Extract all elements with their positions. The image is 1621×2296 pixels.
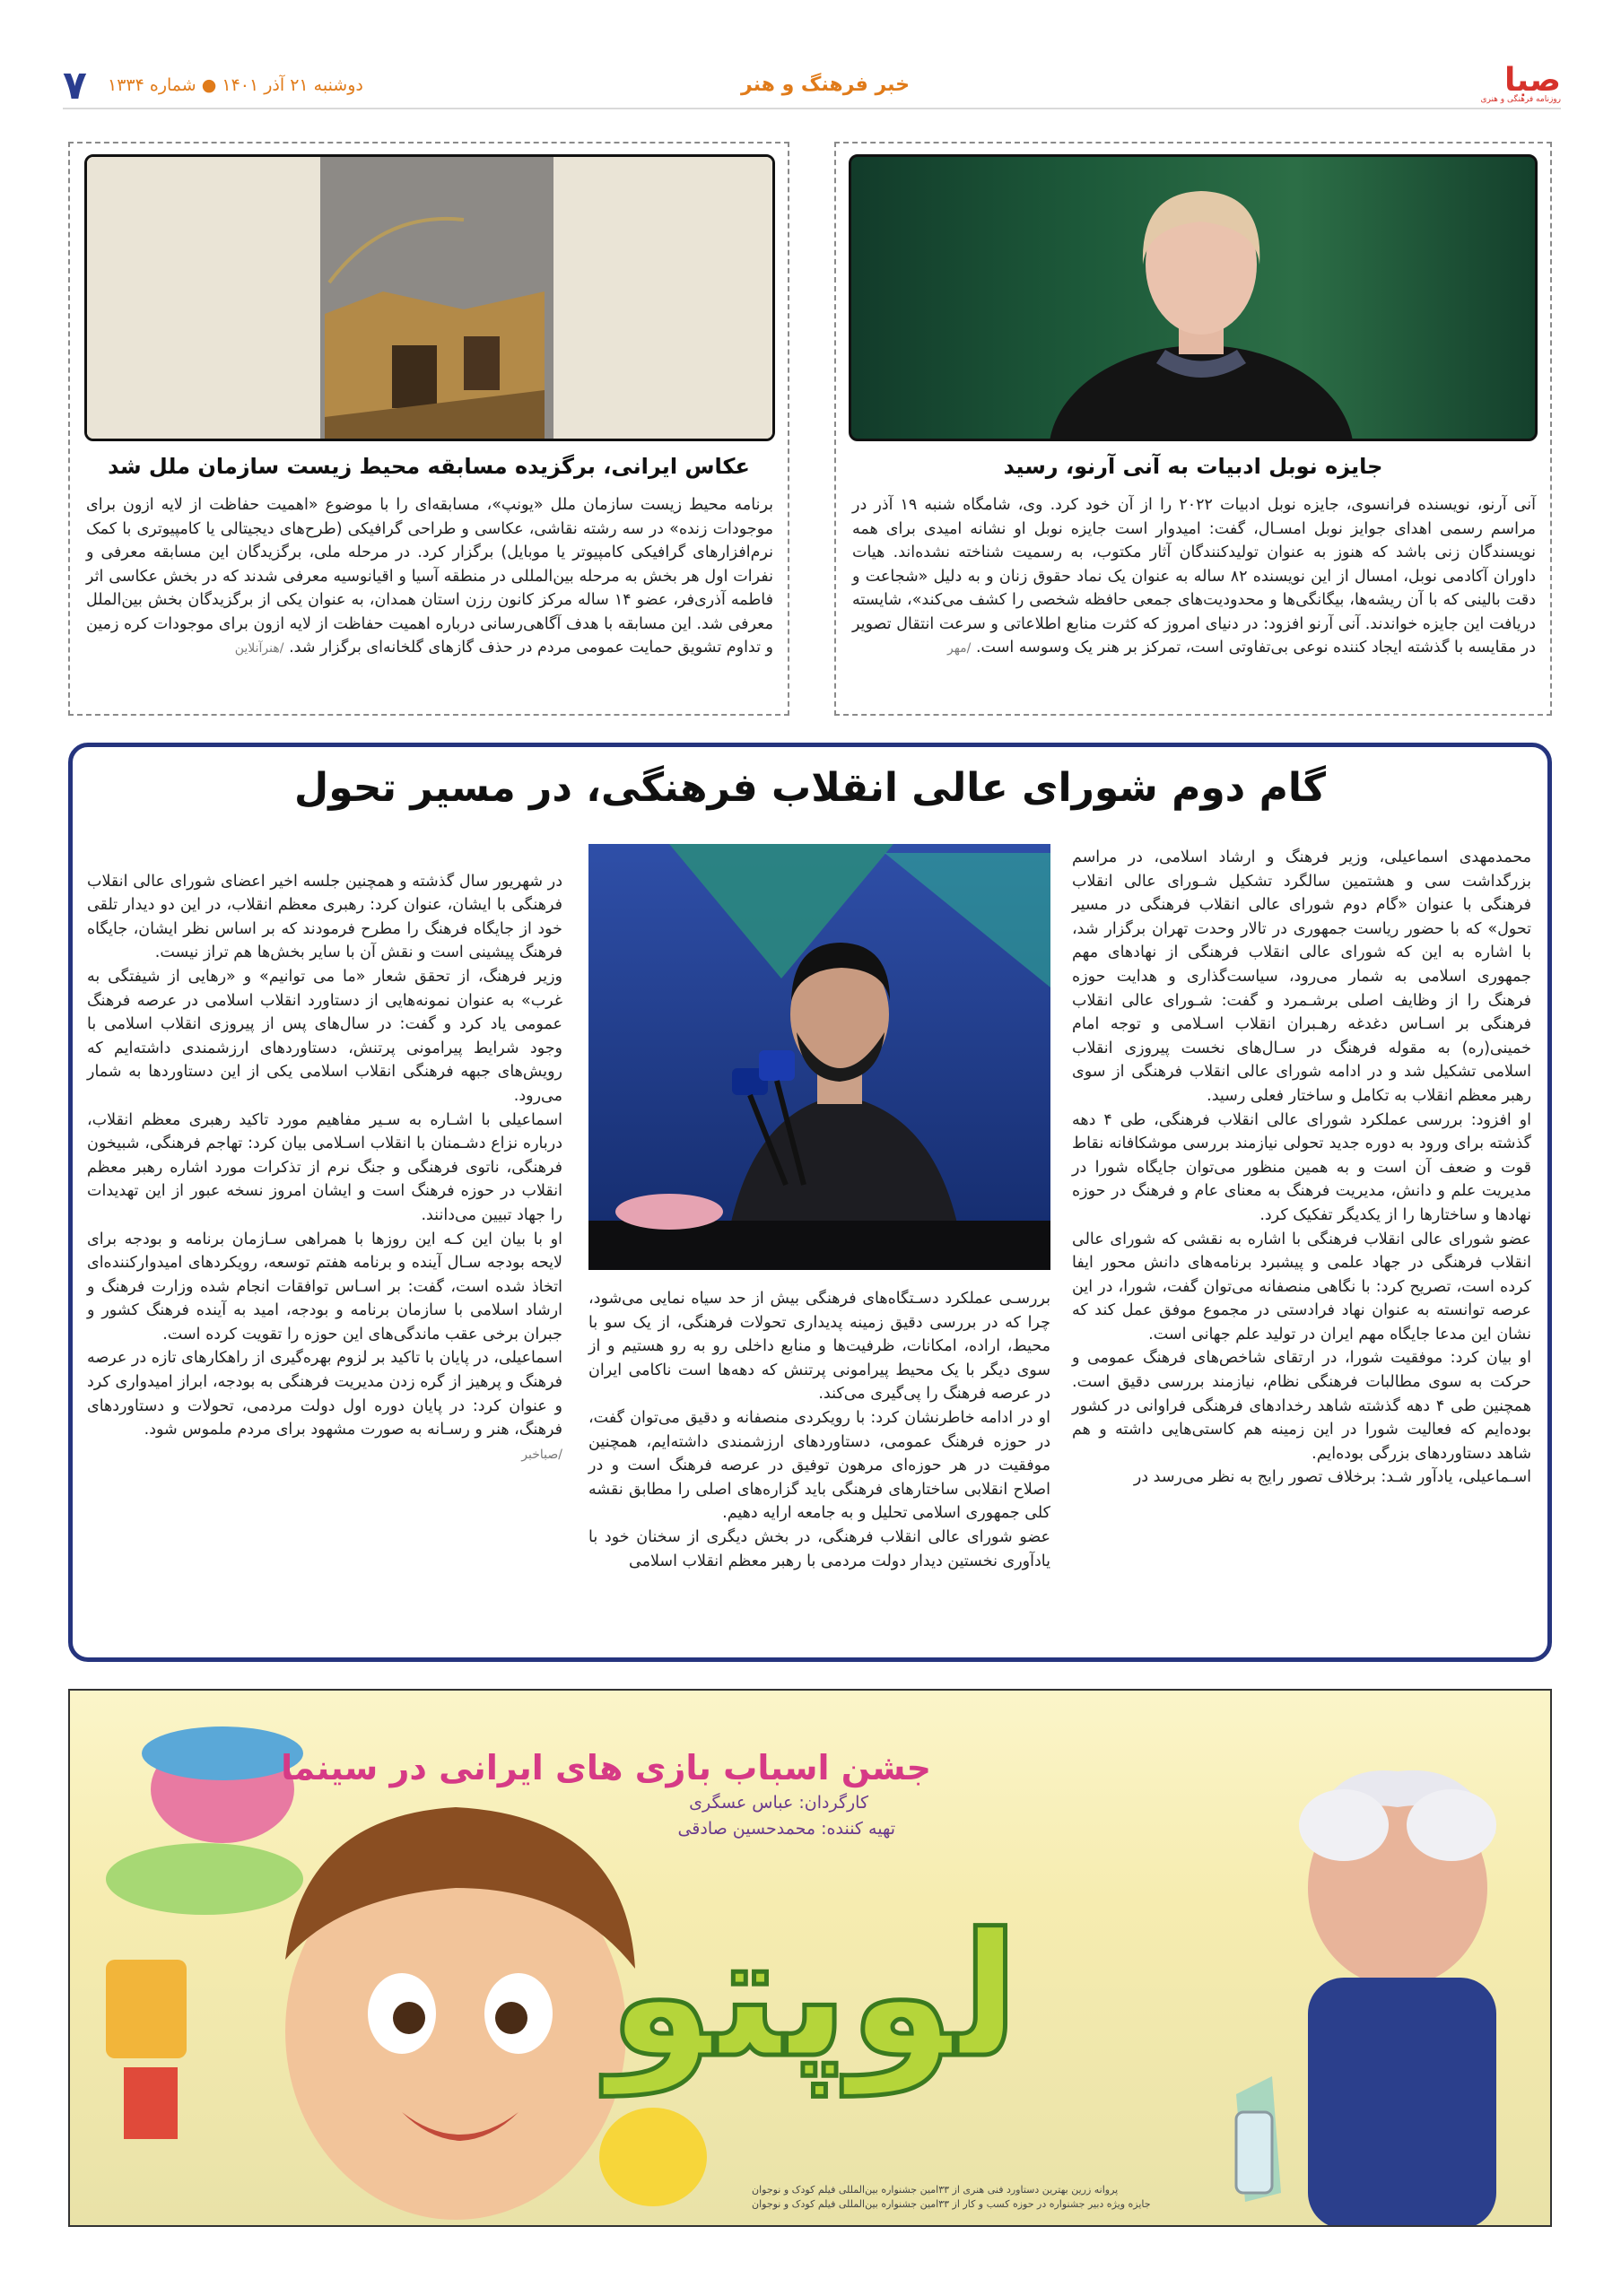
ad-award-note: پروانه زرین بهترین دستاورد فنی هنری از ۳۳امین جشنواره بین‌المللی فیلم کودک و نوجوان bbox=[752, 2184, 1119, 2196]
ad-director: کارگردان: عباس عسگری bbox=[689, 1793, 868, 1813]
ad-producer: تهیه کننده: محمدحسین صادقی bbox=[677, 1819, 895, 1839]
main-headline: گام دوم شورای عالی انقلاب فرهنگی، در مسیر تحول bbox=[294, 765, 1326, 811]
dateline: دوشنبه ۲۱ آذر ۱۴۰۱ ● شماره ۱۳۳۴ bbox=[108, 75, 363, 95]
article-column-left-text: در شهریور سال گذشته و همچنین جلسه اخیر اعضای شورای عالی انقلاب فرهنگی با ایشان، عنوان کرد: رهبری معظم انقلاب، در این دو دیدار تلقی خود از جایگاه فرهنگ را مطرح فرمودند که بر اساس نظر ایشان، جایگاه فرهنگ پیشینی است و نقش آن با سایر بخش‌ها هم تراز نیست. وزیر فرهنگ، از تحقق شعار «ما می توانیم» و «رهایی از شیفتگی به غرب» به عنوان نمونه‌هایی از دستاورد انقلاب اسلامی در عرصه فرهنگ عمومی یاد کرد و گفت: در سال‌های پس از پیروزی انقلاب اسلامی با وجود شرایط پیرامونی پرتنش، دستاوردهای ارزشمندی داشته‌ایم که رویش‌های جبهه فرهنگی انقلاب اسلامی یکی از این دستاوردها به شمار می‌رود. اسماعیلی با اشـاره به سـیر مفاهیم مورد تاکید رهبری معظم انقلاب، درباره نزاع دشـمنان با انقلاب اسـلامی بیان کرد: تهاجم فرهنگی، شبیخون فرهنگی، ناتوی فرهنگی و جنگ نرم از تذکرات مورد اشاره رهبر معظم انقلاب در حوزه فرهنگ است و ایشان امروز نسخه عبور از این تهدیدات را جهاد تبیین می‌دانند. او با بیان این کـه این روزها با همراهی سـازمان برنامه و بودجه برای لایحه بودجه سـال آینده و برنامه هفتم توسعه، رویکردهای امیدوارکننده‌ای اتخاذ شده است، گفت: بر اسـاس توافقات انجام شده وزارت فرهنگ و ارشاد اسلامی با سازمان برنامه و بودجه، امید به آینده فرهنگ کشور و جبران برخی عقب ماندگی‌های این حوزه را تقویت کرده است. اسماعیلی، در پایان با تاکید بر لزوم بهره‌گیری از راهکارهای تازه در عرصه فرهنگ و پرهیز از گره زدن مدیریت فرهنگی به بودجه، ابراز امیدواری کرد و عنوان کرد: در پایان دوره اول دولت مردمی، تحولات و دستاوردهای فرهنگ، هنر و رسـانه به صورت مشهود برای مردم ملموس شود. bbox=[87, 872, 562, 1439]
article-column-left bbox=[87, 846, 562, 1466]
article-column-center: بررسـی عملکرد دسـتگاه‌های فرهنگی بیش از حد سیاه نمایی می‌شود، چرا که در بررسی دقیق زمینه پدیداری تحولات فرهنگی، از یک سو با محیط، اراده، امکانات، ظرفیت‌ها و منابع داخلی رو به رو هستیم و از سوی دیگر با یک محیط پیرامونی پرتنش که دهه‌ها است ناکامی ایران در عرصه فرهنگ را پی‌گیری می‌کند. او در ادامه خاطرنشان کرد: با رویکردی منصفانه و دقیق می‌توان گفت، در حوزه فرهنگ عمومی، دستاوردهای ارزشمندی داشته‌ایم، همچنین موفقیت در هر حوزه‌ای مرهون توفیق در عرصه فرهنگ است و در اصلاح انقلابی ساختارهای فرهنگی باید گزاره‌های اصلی را مطابق نقشه کلی جمهوری اسلامی تحلیل و به جامعه ارایه دهیم. عضو شورای عالی انقلاب فرهنگی، در بخش دیگری از سخنان خود با یادآوری نخستین دیدار دولت مردمی با رهبر معظم انقلاب اسلامی bbox=[588, 1290, 1050, 1570]
news-body-text: برنامه محیط زیست سازمان ملل «یونپ»، مسابقه‌ای را با موضوع «اهمیت حفاظت از لایه ازون برای موجودات زنده» در سه رشته نقاشی، عکاسی و طراحی گرافیکی (طرح‌های دیجیتالی یا کامپیوتری با کمک نرم‌افزارهای گرافیکی کامپیوتر یا موبایل) برگزار کرد. در مرحله ملی، برگزیدگان این مسابقه معرفی و نفرات اول هر بخش به مرحله بین‌المللی در منطقه آسیا و اقیانوسیه معرفی شدند که در بخش عکاسی اثر فاطمه آذری‌فر، عضو ۱۴ ساله مرکز کانون رزن استان همدان، به عنوان یکی از برگزیدگان بخش بین‌الملل معرفی شد. این مسابقه با هدف آگاهی‌رسانی درباره اهمیت حفاظت از لایه ازون برای موجودات کره زمین و تداوم تشویق حمایت عمومی مردم در حذف گازهای گلخانه‌ای برگزار شد. bbox=[86, 496, 773, 657]
logo-wordmark: صبا bbox=[1504, 62, 1561, 99]
news-body bbox=[86, 493, 773, 661]
news-title: جایزه نوبل ادبیات به آنی آرنو، رسید bbox=[1003, 454, 1383, 479]
article-column-right: محمدمهدی اسماعیلی، وزیر فرهنگ و ارشاد اسلامی، در مراسم بزرگداشت سی و هشتمین سالگرد تشکیل شـورای عالی انقلاب فرهنگی با عنوان «گام دوم شورای عالی انقلاب فرهنگی در مسیر تحول» که با حضور ریاست جمهوری در تالار وحدت تهران برگزار شد، با اشاره به این که شورای عالی انقلاب فرهنگی از نهادهای مهم جمهوری اسلامی به شمار می‌رود، سیاست‌گذاری و هدایت حوزه فرهنگ را از وظایف اصلی برشـمرد و گفت: شـورای عالی انقلاب فرهنگی بر اسـاس دغدغه رهـبران انقلاب اسـلامی و توجه امام خمینی(ره) به مقوله فرهنگ در سـال‌های نخست پیروزی انقلاب اسلامی تشکیل شد و در ادامه شورای عالی انقلاب فرهنگی از سوی رهبر معظم انقلاب به تکامل و ساختار فعلی رسید. او افزود: بررسی عملکرد شورای عالی انقلاب فرهنگی، طی ۴ دهه گذشته برای ورود به دوره جدید تحولی نیازمند بررسی موشکافانه نقاط قوت و ضعف آن است و به همین منظور می‌توان جایگاه شورا در مدیریت علم و دانش، مدیریت فرهنگ به معنای عام و فرهنگ در حوزه نهادها و ساختارها را از یکدیگر تفکیک کرد. عضو شورای عالی انقلاب فرهنگی با اشاره به نقشی که شورای عالی انقلاب فرهنگی در جهاد علمی و پیشبرد برنامه‌های دانش محور ایفا کرده است، تصریح کرد: با نگاهی منصفانه می‌توان گفت، شورا، در این عرصه توانسته به عنوان نهاد فرادستی در مجموع موفق عمل کند که نشان این مدعا جایگاه مهم ایران در تولید علم جهانی است. او بیان کرد: موفقیت شورا، در ارتقای شاخص‌های فرهنگ عمومی و حرکت به سوی مطالبات فرهنگی نظام، نیازمند بررسی دقیق است. همچنین طی ۴ دهه گذشته شاهد رخدادهای فرهنگی فراوانی در کشور بوده‌ایم که فعالیت شورا در این زمینه هم کاستی‌هایی داشته و هم شاهد دستاوردهای بزرگی بوده‌ایم. اسـماعیلی، یادآور شـد: برخلاف تصور رایج به نظر می‌رسد در bbox=[1072, 848, 1532, 1487]
news-body-text: آنی آرنو، نویسنده فرانسوی، جایزه نوبل ادبیات ۲۰۲۲ را از آن خود کرد. وی، شامگاه شنبه ۱۹ آذر در مراسم رسمی اهدای جوایز نوبل امسـال، گفت: امیدوار است جایزه نوبل او نشانه امیدی برای همه نویسندگان زنی باشد که هنوز به عنوان تولیدکنندگان آثار مکتوب، به رسمیت شناخته نشده‌اند. هیات داوران آکادمی نوبل، امسال از این نویسنده ۸۲ ساله به عنوان یک نماد حقوق زنان و به دلیل «شجاعت و دقت بالینی که با آن ریشه‌ها، بیگانگی‌ها و محدودیت‌های جمعی حافظه شخصی را کشف می‌کند»، شایسته دریافت این جایزه خواندند. آنی آرنو افزود: در دنیای امروز که کثرت منابع اطلاعاتی و سرعت انتقال تصویر در مقایسه با گذشته ایجاد کننده نوعی بی‌تفاوتی است، تمرکز بر هنر یک وسوسه است. bbox=[852, 496, 1536, 657]
photo-annie-ernaux bbox=[849, 154, 1538, 441]
newspaper-logo bbox=[1453, 63, 1561, 102]
page-header bbox=[63, 63, 1561, 109]
news-box-nobel bbox=[834, 142, 1552, 716]
news-source: /هنرآنلاین bbox=[234, 641, 284, 656]
photo-minister-speaking bbox=[588, 844, 1050, 1270]
news-body bbox=[852, 493, 1536, 661]
news-title: عکاس ایرانی، برگزیده مسابقه محیط زیست سازمان ملل شد bbox=[108, 454, 750, 479]
ad-award-note: جایزه ویژه دبیر جشنواره در حوزه کسب و کار از ۳۳امین جشنواره بین‌المللی فیلم کودک و نوجوان bbox=[752, 2198, 1151, 2210]
main-article bbox=[68, 743, 1552, 1662]
portrait-illustration bbox=[851, 157, 1538, 441]
rainbow-photo-illustration bbox=[87, 157, 775, 441]
logo-subtitle: روزنامه فرهنگی و هنری bbox=[1480, 95, 1561, 104]
ad-movie-logo: لوپتو bbox=[608, 1897, 1020, 2095]
ad-festival-title: جشن اسباب بازی های ایرانی در سینما bbox=[281, 1748, 931, 1787]
article-source: /صباخبر bbox=[521, 1447, 562, 1462]
news-source: /مهر bbox=[946, 641, 972, 656]
photo-rainbow bbox=[84, 154, 775, 441]
movie-advertisement[interactable] bbox=[68, 1689, 1552, 2227]
page-number: ۷ bbox=[63, 63, 87, 109]
news-box-photographer bbox=[68, 142, 789, 716]
minister-photo-illustration bbox=[588, 844, 1050, 1270]
section-title: خبر فرهنگ و هنر bbox=[741, 74, 910, 96]
